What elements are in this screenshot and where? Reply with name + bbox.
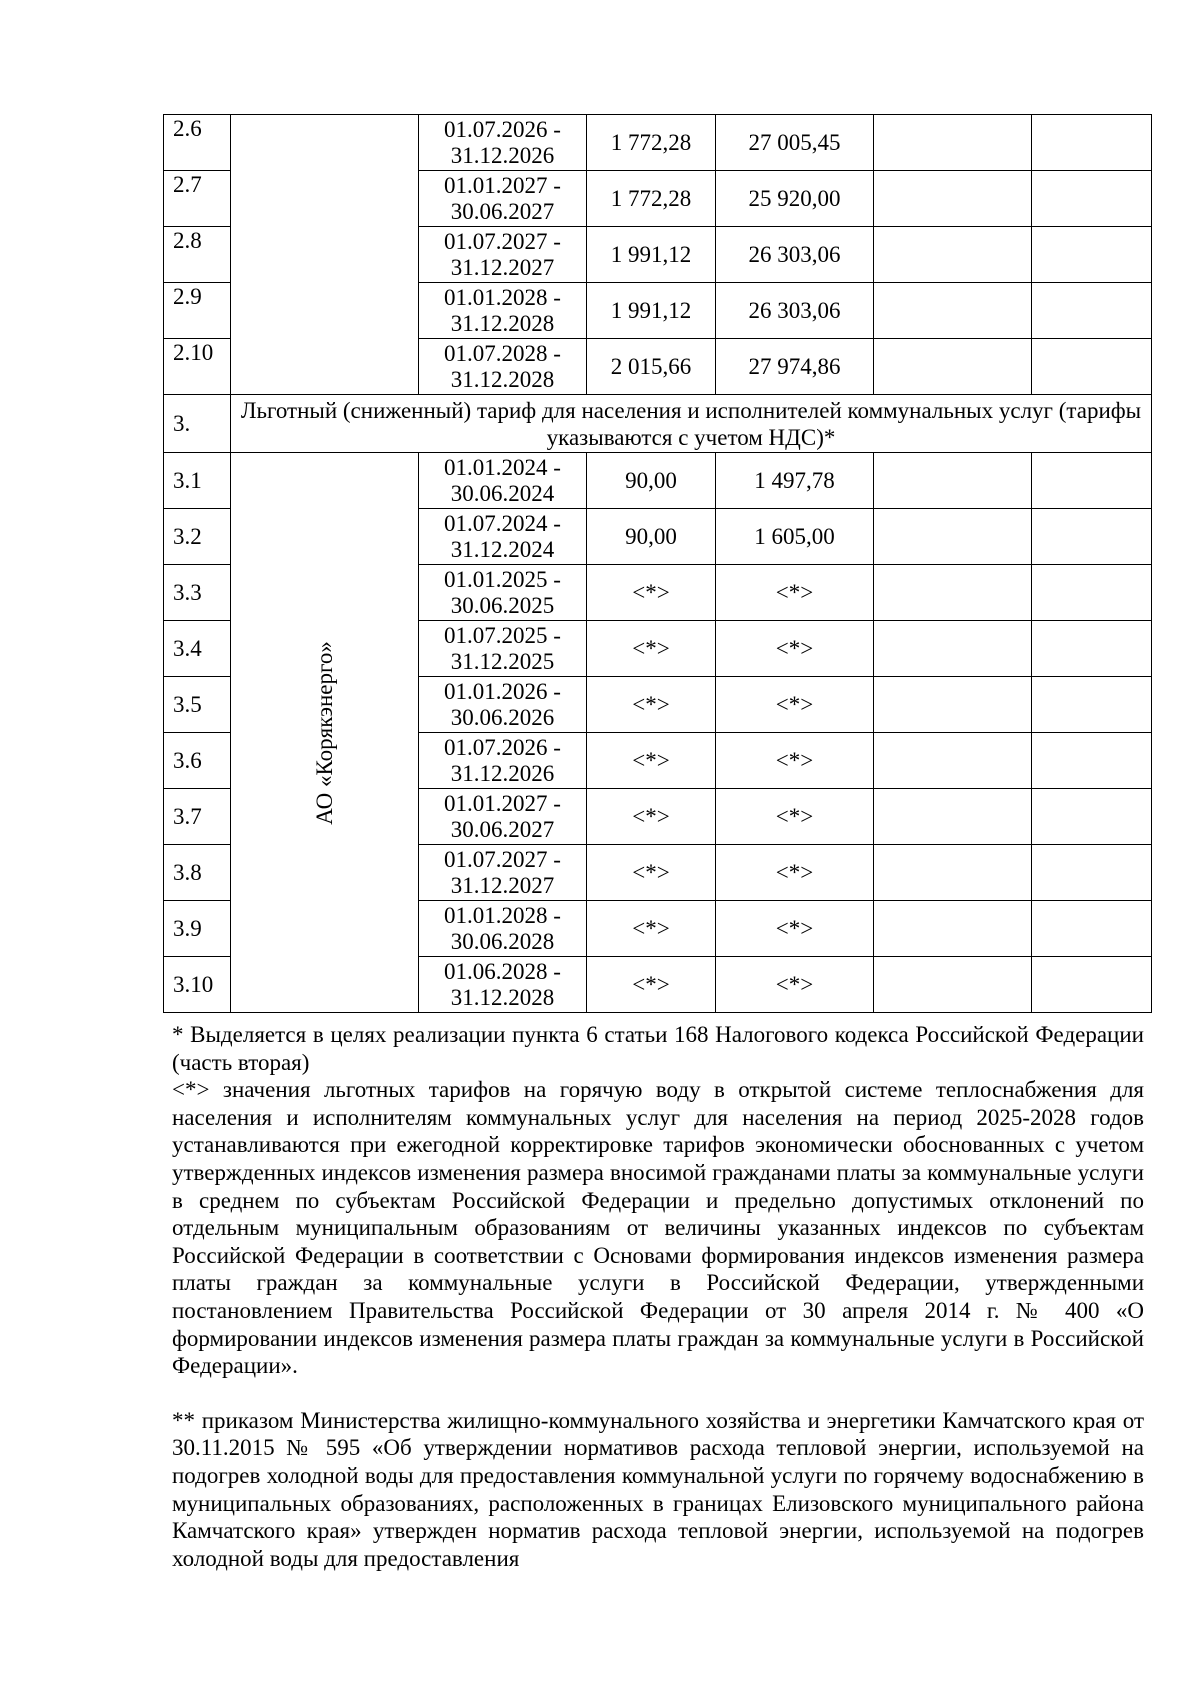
- empty-cell: [874, 677, 1032, 733]
- row-number: 3.4: [164, 621, 231, 677]
- tariff-value-1: <*>: [587, 733, 716, 789]
- tariff-value-2: <*>: [716, 845, 874, 901]
- organization-cell-upper: [231, 115, 419, 395]
- row-number: 2.7: [164, 171, 231, 227]
- tariff-value-2: 27 974,86: [716, 339, 874, 395]
- tariff-value-2: 25 920,00: [716, 171, 874, 227]
- period-cell: 01.07.2028 - 31.12.2028: [419, 339, 587, 395]
- tariff-value-1: <*>: [587, 957, 716, 1013]
- tariff-value-1: <*>: [587, 621, 716, 677]
- organization-cell: [231, 453, 419, 1013]
- footnotes: [172, 1021, 1144, 1572]
- tariff-value-1: <*>: [587, 901, 716, 957]
- row-number: 2.6: [164, 115, 231, 171]
- tariff-value-2: <*>: [716, 901, 874, 957]
- empty-cell: [874, 957, 1032, 1013]
- empty-cell: [874, 453, 1032, 509]
- tariff-value-1: <*>: [587, 677, 716, 733]
- row-number: 3.6: [164, 733, 231, 789]
- period-cell: 01.07.2024 - 31.12.2024: [419, 509, 587, 565]
- section-header-row: [164, 395, 1152, 453]
- empty-cell: [1032, 171, 1152, 227]
- tariff-value-2: <*>: [716, 677, 874, 733]
- empty-cell: [874, 733, 1032, 789]
- tariff-value-1: <*>: [587, 789, 716, 845]
- organization-name: АО «Корякэнерго»: [311, 640, 337, 825]
- tariff-value-1: 1 991,12: [587, 227, 716, 283]
- empty-cell: [874, 171, 1032, 227]
- empty-cell: [874, 565, 1032, 621]
- row-number: 3.9: [164, 901, 231, 957]
- row-number: 2.8: [164, 227, 231, 283]
- tariff-value-2: <*>: [716, 789, 874, 845]
- tariff-value-2: <*>: [716, 565, 874, 621]
- period-cell: 01.01.2027 - 30.06.2027: [419, 171, 587, 227]
- empty-cell: [1032, 957, 1152, 1013]
- empty-cell: [1032, 283, 1152, 339]
- empty-cell: [1032, 733, 1152, 789]
- tariff-value-2: 26 303,06: [716, 283, 874, 339]
- tariff-value-2: <*>: [716, 957, 874, 1013]
- empty-cell: [874, 339, 1032, 395]
- period-cell: 01.07.2026 - 31.12.2026: [419, 115, 587, 171]
- section-title: Льготный (сниженный) тариф для населения и исполнителей коммунальных услуг (тарифы указываются с учетом НДС)*: [231, 395, 1152, 453]
- row-number: 3.8: [164, 845, 231, 901]
- row-number: 3.7: [164, 789, 231, 845]
- row-number: 3.3: [164, 565, 231, 621]
- empty-cell: [1032, 901, 1152, 957]
- tariff-value-1: 2 015,66: [587, 339, 716, 395]
- footnote-heat-norm: ** приказом Министерства жилищно-коммунального хозяйства и энергетики Камчатского края от 30.11.2015 № 595 «Об утверждении нормативов расхода тепловой энергии, используемой на подогрев холодной воды для предоставления коммунальной услуги по горячему водоснабжению в муниципальных образованиях, расположенных в границах Елизовского муниципального района Камчатского края» утвержден норматив расхода тепловой энергии, используемой на подогрев холодной воды для предоставления: [172, 1407, 1144, 1571]
- empty-cell: [1032, 115, 1152, 171]
- tariff-value-2: 1 497,78: [716, 453, 874, 509]
- period-cell: 01.07.2025 - 31.12.2025: [419, 621, 587, 677]
- empty-cell: [874, 509, 1032, 565]
- empty-cell: [874, 621, 1032, 677]
- section-number: 3.: [164, 395, 231, 453]
- tariff-value-2: <*>: [716, 733, 874, 789]
- empty-cell: [874, 789, 1032, 845]
- footnote-vat: * Выделяется в целях реализации пункта 6 статьи 168 Налогового кодекса Российской Федерации (часть вторая): [172, 1022, 1144, 1075]
- table-row: [164, 115, 1152, 171]
- tariff-value-1: 1 772,28: [587, 115, 716, 171]
- empty-cell: [1032, 227, 1152, 283]
- empty-cell: [1032, 621, 1152, 677]
- tariff-value-1: 1 772,28: [587, 171, 716, 227]
- empty-cell: [1032, 453, 1152, 509]
- period-cell: 01.01.2024 - 30.06.2024: [419, 453, 587, 509]
- tariff-value-1: <*>: [587, 845, 716, 901]
- tariff-value-1: 1 991,12: [587, 283, 716, 339]
- empty-cell: [1032, 339, 1152, 395]
- period-cell: 01.06.2028 - 31.12.2028: [419, 957, 587, 1013]
- row-number: 3.5: [164, 677, 231, 733]
- table-row: [164, 453, 1152, 509]
- row-number: 2.10: [164, 339, 231, 395]
- period-cell: 01.07.2027 - 31.12.2027: [419, 845, 587, 901]
- tariff-value-2: <*>: [716, 621, 874, 677]
- period-cell: 01.01.2028 - 30.06.2028: [419, 901, 587, 957]
- footnote-preferential-tariffs: <*> значения льготных тарифов на горячую воду в открытой системе теплоснабжения для населения и исполнителям коммунальных услуг для населения на период 2025-2028 годов устанавливаются при ежегодной корректировке тарифов экономически обоснованных с учетом утвержденных индексов изменения размера вносимой гражданами платы за коммунальные услуги в среднем по субъектам Российской Федерации и предельно допустимых отклонений по отдельным муниципальным образованиям от величины указанных индексов по субъектам Российской Федерации в соответствии с Основами формирования индексов изменения размера платы граждан за коммунальные услуги в Российской Федерации, утвержденными постановлением Правительства Российской Федерации от 30 апреля 2014 г. № 400 «О формировании индексов изменения размера платы граждан за коммунальные услуги в Российской Федерации».: [172, 1077, 1144, 1379]
- empty-cell: [1032, 677, 1152, 733]
- tariff-value-1: 90,00: [587, 453, 716, 509]
- tariff-value-1: <*>: [587, 565, 716, 621]
- period-cell: 01.01.2028 - 31.12.2028: [419, 283, 587, 339]
- row-number: 3.2: [164, 509, 231, 565]
- period-cell: 01.01.2027 - 30.06.2027: [419, 789, 587, 845]
- empty-cell: [1032, 845, 1152, 901]
- row-number: 2.9: [164, 283, 231, 339]
- empty-cell: [1032, 509, 1152, 565]
- tariff-table: [163, 114, 1152, 1013]
- tariff-value-2: 27 005,45: [716, 115, 874, 171]
- empty-cell: [874, 901, 1032, 957]
- tariff-value-2: 1 605,00: [716, 509, 874, 565]
- empty-cell: [874, 115, 1032, 171]
- period-cell: 01.01.2026 - 30.06.2026: [419, 677, 587, 733]
- period-cell: 01.07.2027 - 31.12.2027: [419, 227, 587, 283]
- empty-cell: [1032, 565, 1152, 621]
- tariff-value-2: 26 303,06: [716, 227, 874, 283]
- period-cell: 01.07.2026 - 31.12.2026: [419, 733, 587, 789]
- empty-cell: [874, 227, 1032, 283]
- row-number: 3.10: [164, 957, 231, 1013]
- tariff-value-1: 90,00: [587, 509, 716, 565]
- empty-cell: [874, 845, 1032, 901]
- row-number: 3.1: [164, 453, 231, 509]
- period-cell: 01.01.2025 - 30.06.2025: [419, 565, 587, 621]
- empty-cell: [1032, 789, 1152, 845]
- empty-cell: [874, 283, 1032, 339]
